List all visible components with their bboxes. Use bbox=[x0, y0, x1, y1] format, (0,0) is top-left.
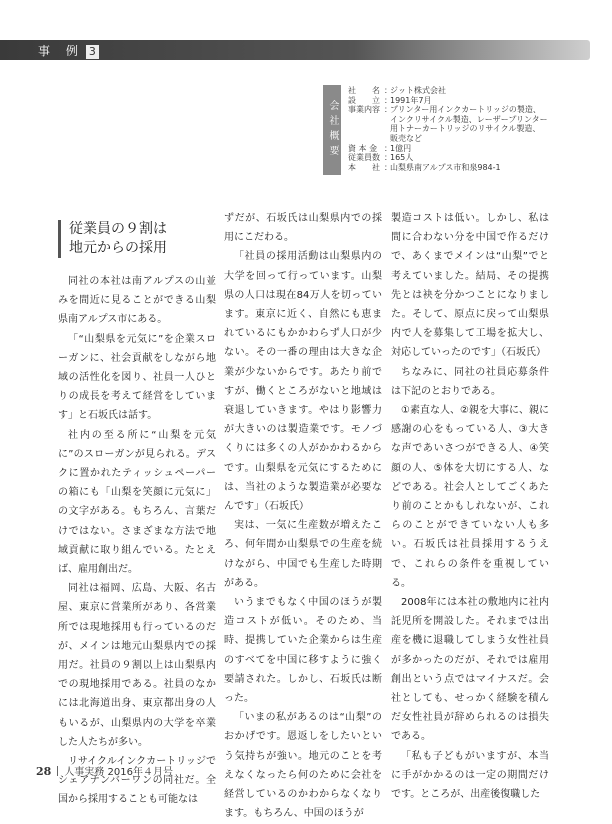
article-column-2 bbox=[224, 209, 382, 824]
article-column-3 bbox=[391, 209, 549, 804]
article-paragraph: 「いまの私があるのは“山梨”のおかげです。恩返しをしたいという気持ちが強い。地元のことを考えなくなったら何のために会社を経営しているのかわからなくなります。もちろん、中国のほうが bbox=[224, 712, 382, 820]
article-paragraph: ①素直な人、②親を大事に、親に感謝の心をもっている人、③大きな声であいさつができる人、④笑顔の人、⑤体を大切にする人、などである。社会人としてごくあたり前のことかもしれないが、これらのことができていない人も多い。石坂氏は社員採用するうえで、これらの条件を重視している。 bbox=[391, 405, 549, 589]
profile-value: プリンター用インクカートリッジの製造、インクリサイクル製造、レーザープリンター用トナーカートリッジのリサイクル製造、販売など bbox=[390, 105, 548, 143]
profile-value: ジット株式会社 bbox=[390, 86, 446, 95]
profile-row: 事業内容 ： プリンター用インクカートリッジの製造、インクリサイクル製造、レーザープリンター用トナーカートリッジのリサイクル製造、販売など bbox=[348, 105, 548, 143]
article-paragraph: 2008年には本社の敷地内に社内託児所を開設した。それまでは出産を機に退職してしまう女性社員が多かったのだが、それでは雇用創出という点ではマイナスだ。会社としても、せっかく経験を積んだ女性社員が辞められるのは損失である。 bbox=[391, 597, 549, 743]
article-paragraph: 「社員の採用活動は山梨県内の大学を回って行っています。山梨県の人口は現在84万人を切っています。東京に近く、自然にも恵まれているにもかかわらず人口が少ない。その一番の理由は大きな企業が少ないからです。あたり前ですが、働くところがないと地域は衰退していきます。やはり影響力が大きいのは製造業です。モノづくりには多くの人がかかわるからです。山梨県を元気にするためには、当社のような製造業が必要なんです」（石坂氏） bbox=[224, 251, 382, 513]
case-number: 3 bbox=[86, 45, 99, 59]
article-paragraph: リサイクルインクカートリッジでシェアナンバーワンの同社だ。全国から採用することも可能なは bbox=[58, 756, 216, 806]
profile-row: 設 立 ： 1991年7月 bbox=[348, 96, 548, 106]
profile-row: 本 社 ： 山梨県南アルプス市和泉984-1 bbox=[348, 163, 548, 173]
profile-key: 事業内容 bbox=[348, 105, 380, 115]
profile-key: 設 立 bbox=[348, 95, 380, 105]
article-column-1 bbox=[58, 218, 216, 810]
article-paragraph: ずだが、石坂氏は山梨県内での採用にこだわる。 bbox=[224, 213, 382, 244]
profile-value: 165人 bbox=[390, 153, 414, 163]
profile-value: 1991年7月 bbox=[390, 95, 432, 105]
company-profile bbox=[348, 86, 548, 172]
article-paragraph: 同社の本社は南アルプスの山並みを間近に見ることができる山梨県南アルプス市にある。 bbox=[58, 276, 216, 326]
profile-row: 資 本 金 ： 1億円 bbox=[348, 144, 548, 154]
article-paragraph: いうまでもなく中国のほうが製造コストが低い。そのため、当時、提携していた企業からは生産のすべてを中国に移すように強く要請された。しかし、石坂氏は断った。 bbox=[224, 597, 382, 705]
profile-key: 社 名 bbox=[348, 86, 380, 95]
section-heading bbox=[58, 220, 216, 258]
company-profile-label: 会社概要 bbox=[323, 85, 341, 175]
section-tab bbox=[0, 40, 590, 60]
profile-value: 1億円 bbox=[390, 143, 412, 153]
page-number: 28 bbox=[36, 765, 52, 778]
article-paragraph: 実は、一気に生産数が増えたころ、何年間か山梨県での生産を続けながら、中国でも生産した時期がある。 bbox=[224, 520, 382, 589]
profile-row: 従業員数 ： 165人 bbox=[348, 153, 548, 163]
article-paragraph: 製造コストは低い。しかし、私は間に合わない分を中国で作るだけで、あくまでメインは“山梨”でと考えていました。結局、その提携先とは袂を分かつことになりました。そして、原点に戻って山梨県内で人を募集して工場を拡大し、対応していったのです」（石坂氏） bbox=[391, 213, 549, 359]
profile-value: 山梨県南アルプス市和泉984-1 bbox=[390, 162, 501, 172]
profile-key: 資 本 金 bbox=[348, 143, 378, 153]
article-paragraph: 「私も子どもがいますが、本当に手がかかるのは一定の期間だけです。ところが、出産後復職した bbox=[391, 750, 549, 801]
profile-key: 従業員数 bbox=[348, 153, 380, 163]
publication-name: 人事実務 2016年４月号 bbox=[64, 767, 173, 778]
article-paragraph: 社内の至る所に“山梨を元気に”のスローガンが見られる。デスクに置かれたティッシュペーパーの箱にも「山梨を笑顔に元気に」の文字がある。もちろん、言葉だけではない。さまざまな方法で地域貢献に取り組んでいる。たとえば、雇用創出だ。 bbox=[58, 429, 216, 576]
section-tab-label: 事 例 3 bbox=[38, 42, 99, 59]
profile-row: 社 名 ： ジット株式会社 bbox=[348, 86, 548, 96]
heading-line-1: 従業員の９割は bbox=[69, 221, 167, 237]
article-paragraph: 同社は福岡、広島、大阪、名古屋、東京に営業所があり、各営業所では現地採用も行っているのだが、メインは地元山梨県内での採用だ。社員の９割以上は山梨県内での現地採用である。社員のなかには北海道出身、東京都出身の人もいるが、山梨県内の大学を卒業した人たちが多い。 bbox=[58, 583, 216, 748]
article-paragraph: 「“山梨県を元気に”を企業スローガンに、社会貢献をしながら地域の活性化を図り、社員一人ひとりの成長を考えて経営をしています」と石坂氏は話す。 bbox=[58, 333, 216, 422]
heading-line-2: 地元からの採用 bbox=[69, 240, 167, 256]
article-paragraph: ちなみに、同社の社員応募条件は下記のとおりである。 bbox=[391, 366, 549, 397]
profile-key: 本 社 bbox=[348, 162, 380, 172]
page-footer bbox=[36, 763, 173, 778]
